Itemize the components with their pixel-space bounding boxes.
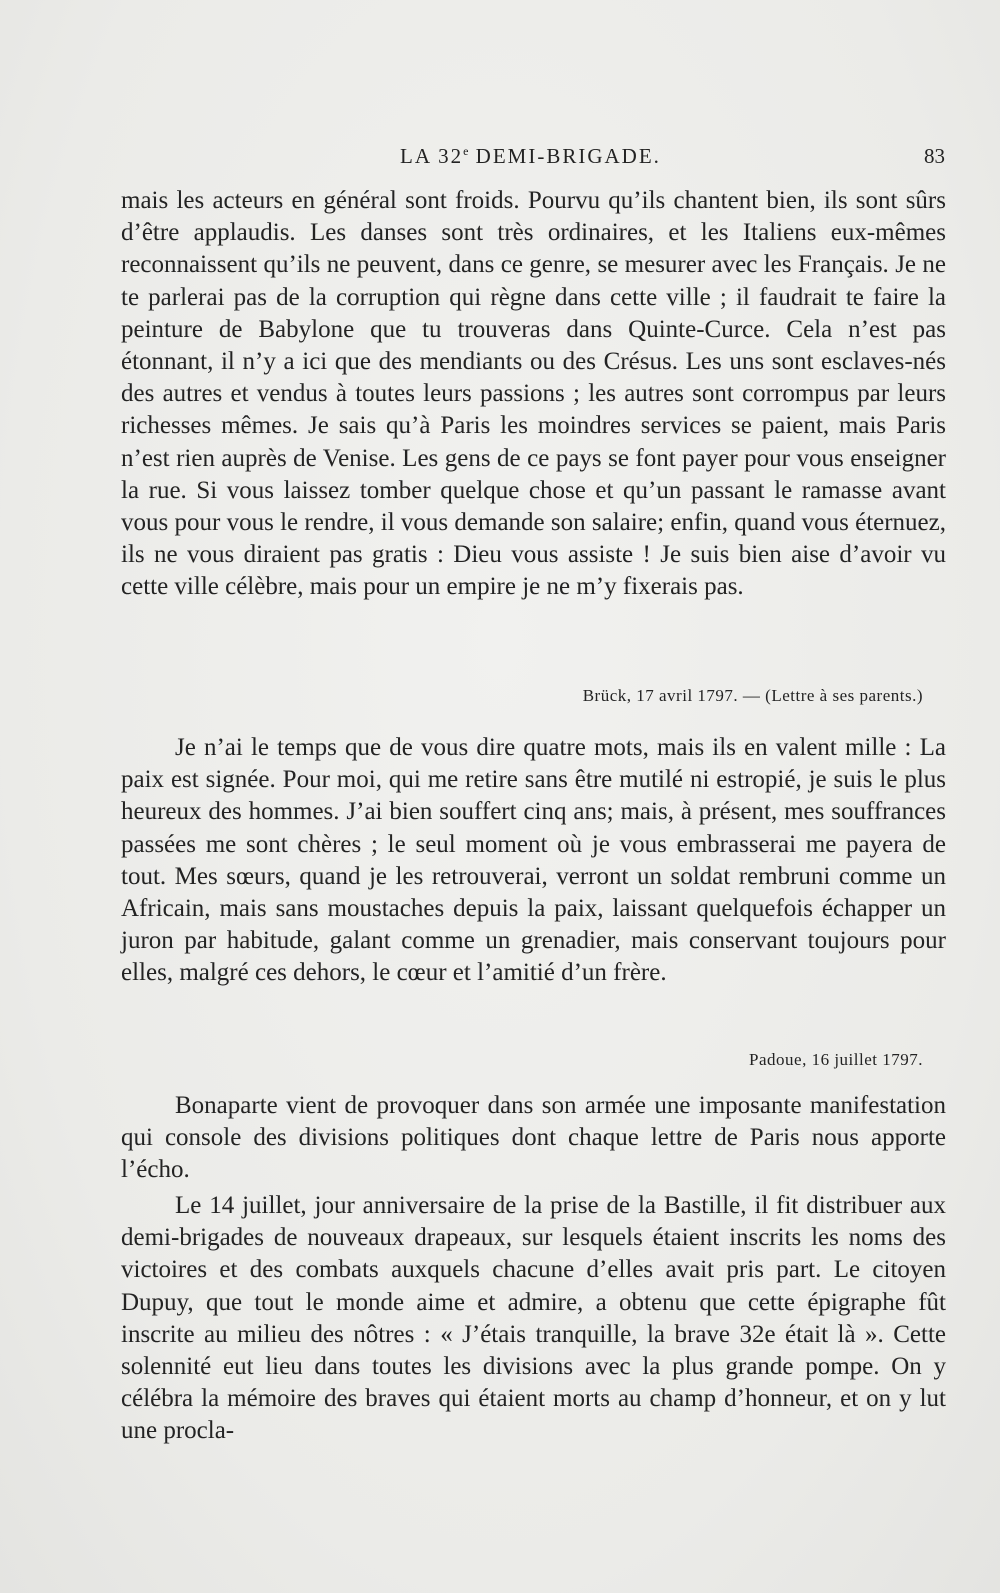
running-head [120, 144, 945, 174]
dateline-padoue: Padoue, 16 juillet 1797. [749, 1050, 923, 1069]
letter-venise-paragraph: mais les acteurs en général sont froids. Pourvu qu’ils chantent bien, ils sont sûrs d’être applaudis. Les danses sont très ordinaires, et les Italiens eux-mêmes reconnaissent qu’ils ne peuvent, dans ce genre, se mesurer avec les Français. Je ne te parlerai pas de la corruption qui règne dans cette ville ; il faudrait te faire la peinture de Babylone que tu trouveras dans Quinte-Curce. Cela n’est pas étonnant, il n’y a ici que des mendiants ou des Crésus. Les uns sont esclaves-nés des autres et vendus à toutes leurs passions ; les autres sont corrompus par leurs richesses mêmes. Je sais qu’à Paris les moindres services se paient, mais Paris n’est rien auprès de Venise. Les gens de ce pays se font payer pour vous enseigner la rue. Si vous laissez tomber quelque chose et qu’un passant le ramasse avant vous pour vous le rendre, il vous demande son salaire; enfin, quand vous éternuez, ils ne vous diraient pas gratis : Dieu vous assiste ! Je suis bien aise d’avoir vu cette ville célèbre, mais pour un empire je ne m’y fixerais pas. [121, 187, 946, 601]
dateline-bruck: Brück, 17 avril 1797. — (Lettre à ses parents.) [582, 686, 923, 705]
ordinal-superscript: e [463, 144, 469, 158]
narrative-paragraph-2: Le 14 juillet, jour anniversaire de la prise de la Bastille, il fit distribuer aux demi-brigades de nouveaux drapeaux, sur lesquels étaient inscrits les noms des victoires et des combats auxquels chacune d’elles avait pris part. Le citoyen Dupuy, que tout le monde aime et admire, a obtenu que cette épigraphe fût inscrite au milieu des nôtres : « J’étais tranquille, la brave 32e était là ». Cette solennité eut lieu dans toutes les divisions avec la plus grande pompe. On y célébra la mémoire des braves qui étaient morts au champ d’honneur, et on y lut une procla- [121, 1192, 946, 1445]
page-number: 83 [924, 144, 945, 168]
running-title: LA 32e DEMI-BRIGADE. [400, 144, 661, 168]
letter-bruck-paragraph: Je n’ai le temps que de vous dire quatre mots, mais ils en valent mille : La paix est signée. Pour moi, qui me retire sans être mutilé ni estropié, je suis le plus heureux des hommes. J’ai bien souffert cinq ans; mais, à présent, mes souffrances passées me sont chères ; le seul moment où je vous embrasserai me payera de tout. Mes sœurs, quand je les retrouverai, verront un soldat rembruni comme un Africain, mais sans moustaches depuis la paix, laissant quelquefois échapper un juron par habitude, galant comme un grenadier, mais conservant toujours pour elles, malgré ces dehors, le cœur et l’amitié d’un frère. [121, 734, 946, 987]
narrative-paragraph-1: Bonaparte vient de provoquer dans son armée une imposante manifestation qui console des divisions politiques dont chaque lettre de Paris nous apporte l’écho. [121, 1092, 946, 1184]
